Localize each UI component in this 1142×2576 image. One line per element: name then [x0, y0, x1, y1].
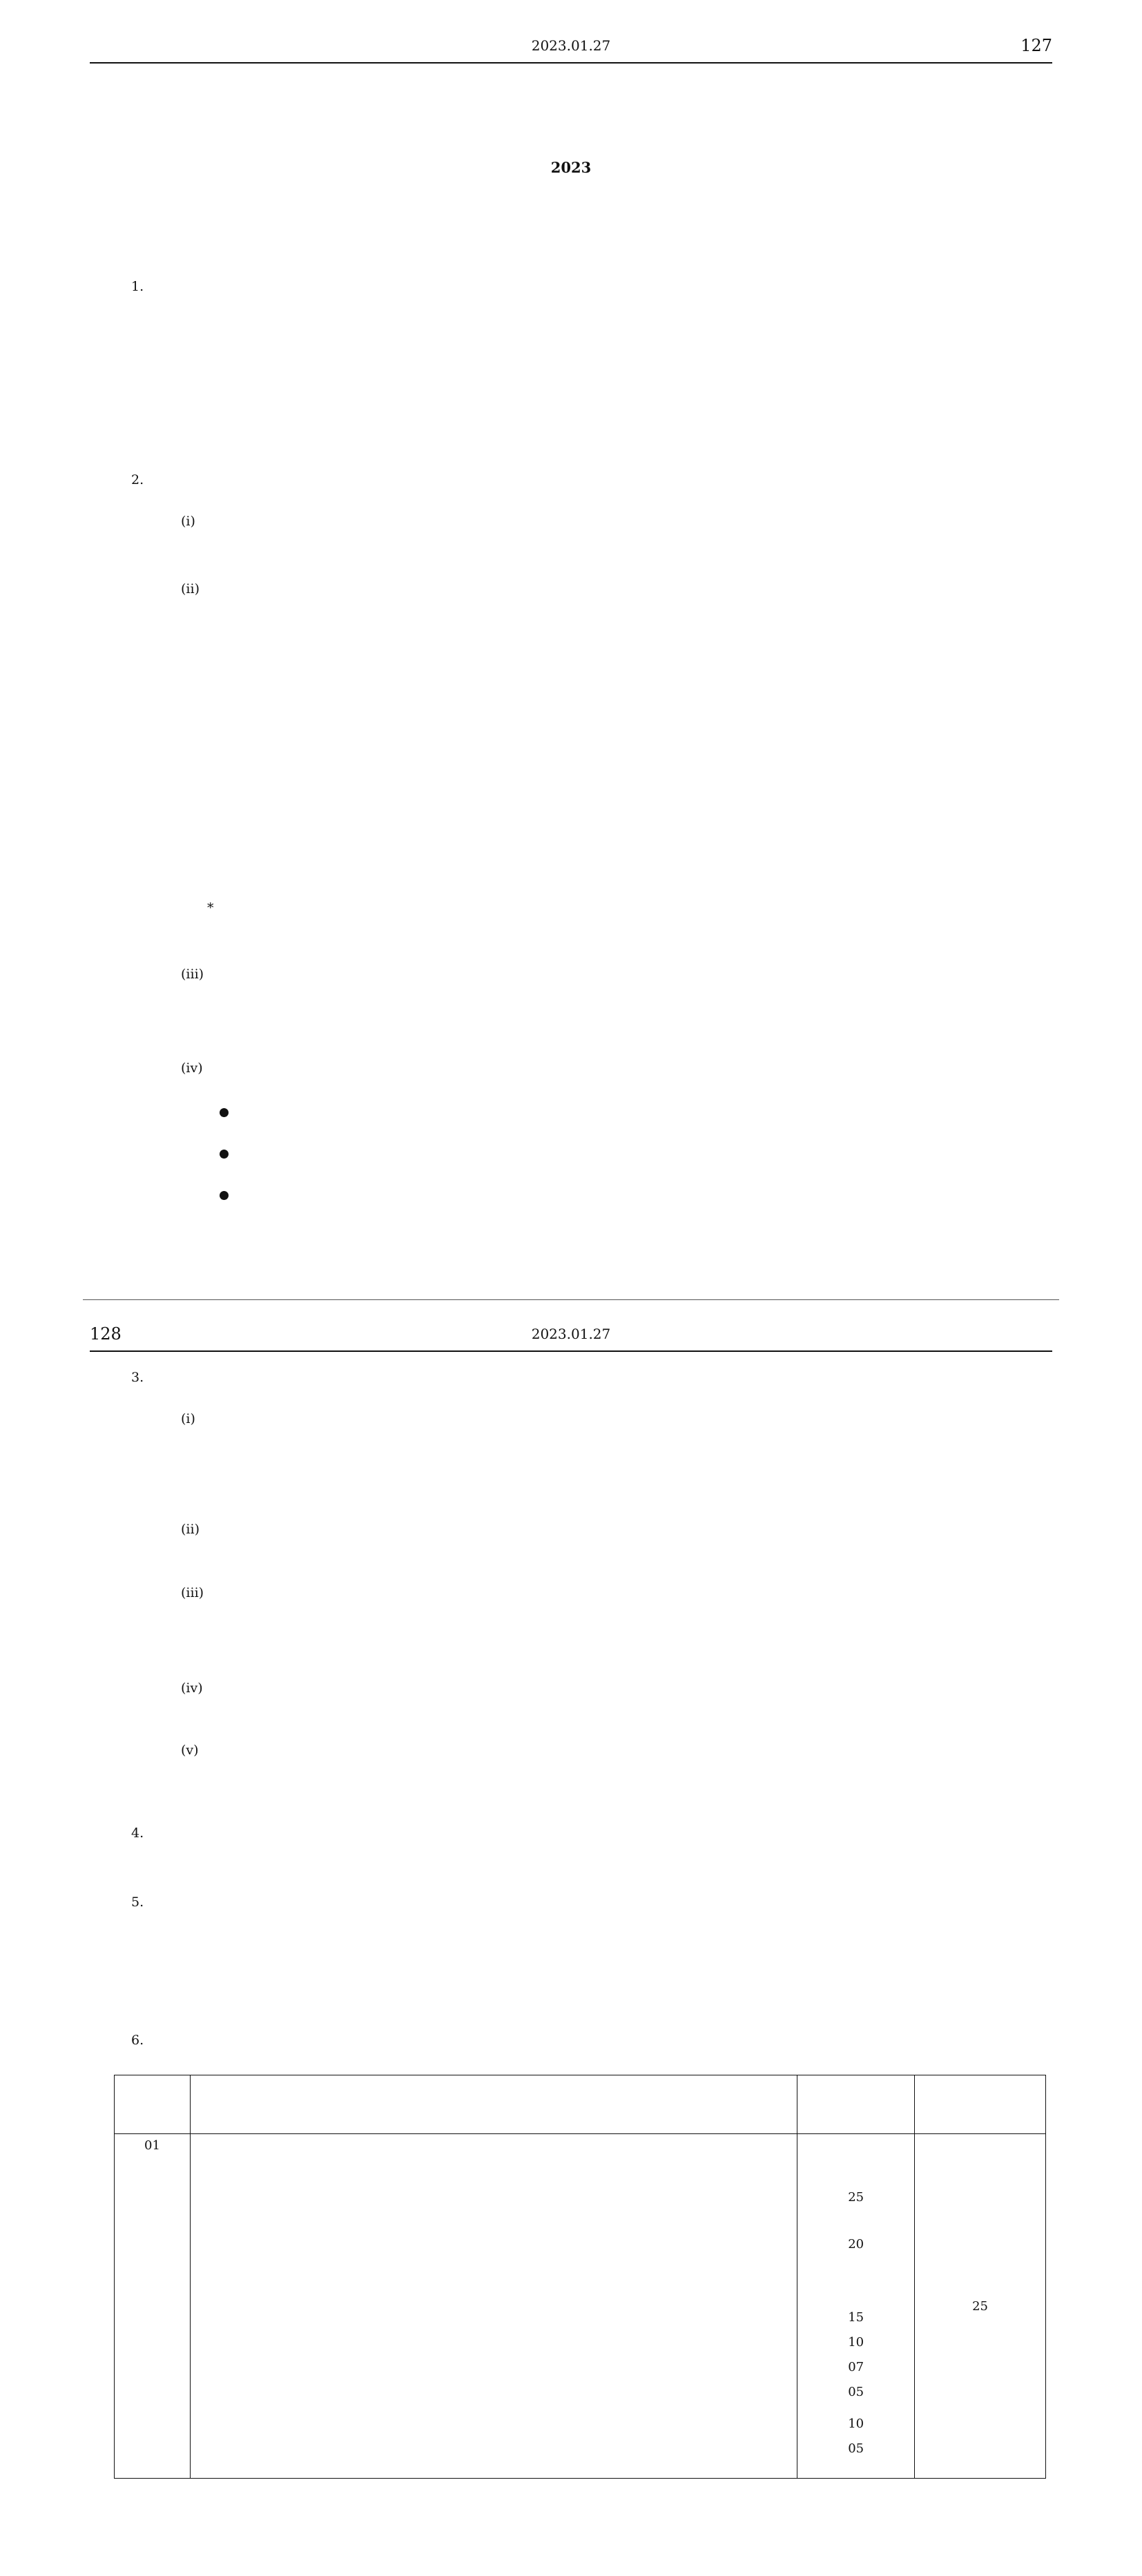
mark-value: 20: [848, 2237, 864, 2251]
section-5-number: 5.: [131, 1895, 144, 1910]
subject-line: [197, 2326, 790, 2350]
subject-line: [197, 2279, 790, 2303]
subject-line: [197, 2209, 790, 2232]
row-number: 01: [115, 2134, 191, 2479]
mark-value: 10: [848, 2417, 864, 2431]
marks-cell: [797, 2134, 915, 2479]
item-marker: (ii): [181, 1522, 200, 1537]
header-text: 2023.01.27: [531, 37, 611, 54]
col-header-marks: [797, 2075, 915, 2134]
bullet-icon: [220, 1108, 229, 1117]
subject-line: [197, 2232, 790, 2256]
subject-line: [197, 2138, 790, 2162]
subject-line: [197, 2303, 790, 2326]
mark-value: 15: [848, 2310, 864, 2325]
table-note: [197, 2427, 790, 2450]
page-number: 128: [90, 1324, 122, 1344]
bullet-icon: [220, 1150, 229, 1159]
item-marker: (iii): [181, 967, 204, 982]
subject-line: [197, 2256, 790, 2279]
table-row: [115, 2134, 1046, 2479]
col-header-subject: [190, 2075, 797, 2134]
item-marker: (iv): [181, 1061, 203, 1076]
subject-line: [197, 2350, 790, 2373]
table-note: [197, 2450, 790, 2474]
item-marker: (v): [181, 1743, 199, 1758]
item-marker: (iv): [181, 1681, 203, 1696]
page-header: [90, 1319, 1052, 1352]
col-header-no: [115, 2075, 191, 2134]
header-text: 2023.01.27: [531, 1326, 611, 1342]
col-header-max-marks: [915, 2075, 1046, 2134]
mark-value: 10: [848, 2335, 864, 2350]
subject-line: [197, 2162, 790, 2185]
page-divider: [83, 1299, 1059, 1300]
bullet-icon: [220, 1191, 229, 1200]
notice-title-year: 2023: [550, 159, 592, 176]
subject-line: [197, 2373, 790, 2396]
subject-cell: [190, 2134, 797, 2479]
mark-value: 05: [848, 2385, 864, 2399]
page-header: [90, 30, 1052, 64]
item-marker: (i): [181, 1411, 195, 1426]
section-1-number: 1.: [131, 279, 144, 294]
item-marker: (i): [181, 514, 195, 529]
mark-value: 05: [848, 2441, 864, 2456]
item-marker: (ii): [181, 581, 200, 597]
page-number: 127: [1020, 36, 1052, 55]
item-marker: (iii): [181, 1585, 204, 1600]
max-marks-cell: 25: [915, 2134, 1046, 2479]
mark-value: 07: [848, 2360, 864, 2374]
mark-value: 25: [848, 2190, 864, 2205]
section-6-number: 6.: [131, 2033, 144, 2048]
section-2-number: 2.: [131, 472, 144, 487]
subject-line: [197, 2396, 790, 2420]
marks-table: [114, 2075, 1046, 2479]
footnote: *: [207, 900, 214, 916]
section-4-number: 4.: [131, 1826, 144, 1841]
subject-line: [197, 2185, 790, 2209]
gazette-page-128: [0, 1312, 1142, 2576]
section-3-number: 3.: [131, 1370, 144, 1385]
